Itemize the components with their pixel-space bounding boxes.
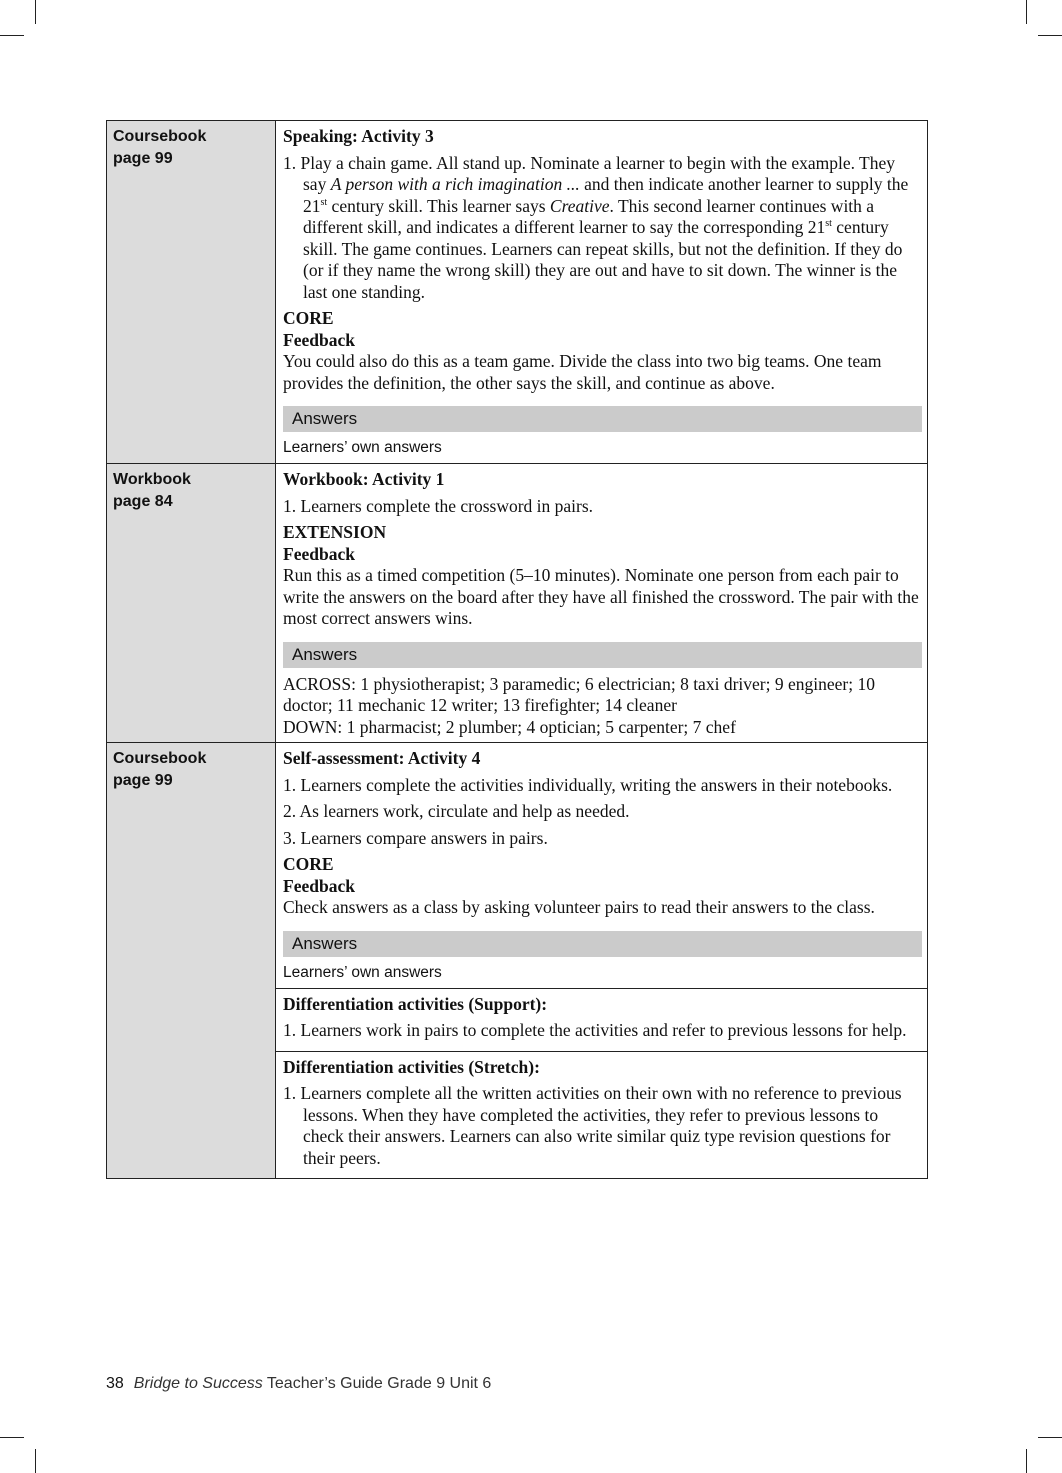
answers-down: DOWN: 1 pharmacist; 2 plumber; 4 optician; 5 carpenter; 7 chef [283,716,736,737]
answers-header: Answers [283,931,922,957]
reference-cell [107,743,276,1179]
reference-page: page 84 [113,493,173,510]
step-number: 1. [283,1020,297,1040]
feedback-text: You could also do this as a team game. Divide the class into two big teams. One team provides the definition, the other says the skill, and continue as above. [283,351,882,393]
reference-cell [107,121,276,464]
activity-heading: Self-assessment: Activity 4 [283,748,481,768]
step-text-italic: Creative [549,195,610,216]
crop-mark-bottom-right-v [1026,1449,1027,1473]
crop-mark-bottom-left-v [35,1449,36,1473]
support-heading: Differentiation activities (Support): [283,993,548,1014]
reference-book: Coursebook [113,128,207,145]
crop-mark-top-left-h [0,35,24,36]
page-footer [106,1375,491,1393]
crop-mark-top-left-v [35,0,36,24]
reference-book: Workbook [113,471,191,488]
reference-page: page 99 [113,772,173,789]
steps-list [283,775,921,850]
crop-mark-top-right-v [1026,0,1027,24]
reference-cell [107,464,276,743]
list-item [283,775,921,797]
step-text: Learners complete the crossword in pairs. [300,495,594,516]
lesson-plan-table [106,120,928,1179]
feedback-text: Check answers as a class by asking volunteer pairs to read their answers to the class. [283,897,875,917]
list-item [283,496,921,518]
feedback-label: Feedback [283,543,355,564]
step-text: Learners work in pairs to complete the activities and refer to previous lessons for help. [300,1020,907,1040]
step-number: 1. [283,774,297,795]
feedback-text: Run this as a timed competition (5–10 minutes). Nominate one person from each pair to write the answers on the board after they have all finished the crossword. The pair with the most correct answers wins. [283,565,919,628]
answers-header: Answers [283,406,922,432]
activity-heading: Workbook: Activity 1 [283,469,445,489]
crop-mark-top-right-h [1038,35,1062,36]
answers-header: Answers [283,642,922,668]
crop-mark-bottom-left-h [0,1437,24,1438]
step-text: Learners complete the activities individually, writing the answers in their notebooks. [300,774,893,795]
step-text-italic: A person with a rich imagination ... [330,174,580,194]
list-item [283,153,921,304]
step-text: century skill. The game continues. Learners can repeat skills, but not the definition. If they do (or if they name the wrong skill) they are out and have to sit down. The winner is the last one standing. [303,217,903,302]
answers-across: ACROSS: 1 physiotherapist; 3 paramedic; 6 electrician; 8 taxi driver; 9 engineer; 10 doctor; 11 mechanic 12 writer; 13 firefighter; 14 cleaner [283,673,875,715]
activity-cell [276,743,928,989]
list-item [283,801,921,823]
feedback-label: Feedback [283,329,355,350]
stretch-heading: Differentiation activities (Stretch): [283,1056,540,1077]
step-text: . This second learner continues with a different skill, and indicates a different learner to say the corresponding 21 [303,195,875,237]
steps-list [283,1020,921,1042]
table-row [107,121,928,464]
activity-heading: Speaking: Activity 3 [283,126,434,146]
table-row [107,464,928,743]
step-text: Learners compare answers in pairs. [300,827,548,848]
step-number: 1. [283,152,297,173]
feedback-label: Feedback [283,875,355,896]
list-item [283,1083,921,1169]
crop-mark-bottom-right-h [1038,1437,1062,1438]
step-text: and then indicate another learner to supply the 21 [303,174,909,216]
support-cell [276,988,928,1051]
level-label: EXTENSION [283,522,387,542]
step-number: 2. [283,801,297,821]
list-item [283,828,921,850]
step-text: century skill. This learner says [327,195,550,216]
steps-list [283,153,921,304]
reference-page: page 99 [113,150,173,167]
reference-book: Coursebook [113,750,207,767]
activity-cell [276,121,928,464]
step-text: As learners work, circulate and help as needed. [299,801,630,821]
step-text: Learners complete all the written activities on their own with no reference to previous lessons. When they have completed the activities, they refer to previous lessons to check their answers. Learners can also write similar quiz type revision questions for their peers. [300,1083,902,1168]
table-row [107,743,928,989]
steps-list [283,496,921,518]
steps-list [283,1083,921,1169]
book-title: Bridge to Success [133,1375,263,1392]
superscript: st [825,218,832,230]
list-item [283,1020,921,1042]
activity-cell [276,464,928,743]
stretch-cell [276,1051,928,1179]
answers-text: Learners’ own answers [283,439,442,456]
step-number: 1. [283,495,297,516]
level-label: CORE [283,308,334,328]
footer-subtitle: Teacher’s Guide Grade 9 Unit 6 [262,1375,492,1392]
step-number: 1. [283,1083,297,1103]
step-text: Play a chain game. All stand up. Nominate a learner to begin with the example. They say [300,152,896,194]
step-number: 3. [283,827,297,848]
level-label: CORE [283,854,334,874]
superscript: st [320,196,328,208]
answers-text: Learners’ own answers [283,963,442,981]
page-number: 38 [106,1375,124,1392]
